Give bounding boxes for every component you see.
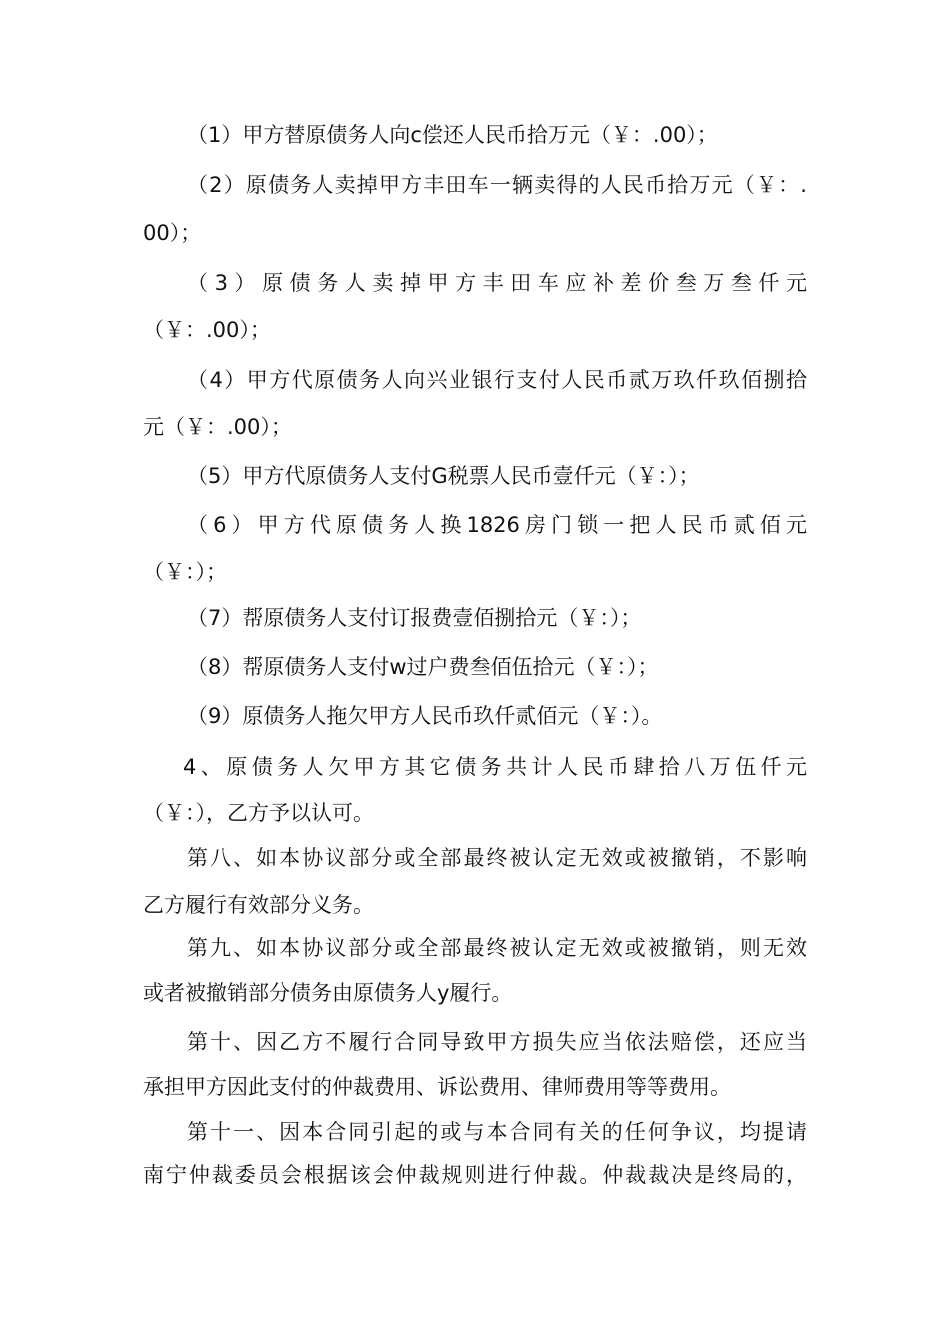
clause-4-line: 4、原债务人欠甲方其它债务共计人民币肆拾八万伍仟元 [183, 755, 807, 779]
item-6-line: （6）甲方代原债务人换1826房门锁一把人民币贰佰元 [187, 513, 807, 537]
item-6-cont: （￥：）； [143, 560, 227, 584]
article-8-line: 第八、如本协议部分或全部最终被认定无效或被撤销，不影响 [187, 846, 807, 870]
item-4-line: （4）甲方代原债务人向兴业银行支付人民币贰万玖仟玖佰捌拾 [187, 368, 807, 392]
article-10-line: 第十、因乙方不履行合同导致甲方损失应当依法赔偿，还应当 [187, 1030, 807, 1054]
article-8-cont: 乙方履行有效部分义务。 [143, 893, 374, 917]
article-9-line: 第九、如本协议部分或全部最终被认定无效或被撤销，则无效 [187, 936, 807, 960]
item-1-line: （1）甲方替原债务人向c偿还人民币拾万元（￥：.00）； [187, 123, 718, 147]
article-11-cont: 南宁仲裁委员会根据该会仲裁规则进行仲裁。仲裁裁决是终局的， [143, 1163, 807, 1187]
item-3-cont: （￥：.00）； [143, 318, 271, 342]
article-10-cont: 承担甲方因此支付的仲裁费用、诉讼费用、律师费用等等费用。 [143, 1075, 731, 1099]
item-4-cont: 元（￥：.00）； [143, 415, 292, 439]
item-8-line: （8）帮原债务人支付w过户费叁佰伍拾元（￥：）； [187, 655, 659, 679]
item-2-cont: 00）； [143, 221, 202, 245]
item-5-line: （5）甲方代原债务人支付G税票人民币壹仟元（￥：）； [187, 464, 700, 488]
item-2-line: （2）原债务人卖掉甲方丰田车一辆卖得的人民币拾万元（￥：. [187, 173, 807, 197]
clause-4-cont: （￥：），乙方予以认可。 [143, 801, 374, 825]
item-9-line: （9）原债务人拖欠甲方人民币玖仟贰佰元（￥：）。 [187, 704, 663, 728]
item-3-line: （3）原债务人卖掉甲方丰田车应补差价叁万叁仟元 [187, 271, 807, 295]
item-7-line: （7）帮原债务人支付订报费壹佰捌拾元（￥：）； [187, 606, 642, 630]
article-11-line: 第十一、因本合同引起的或与本合同有关的任何争议，均提请 [187, 1120, 807, 1144]
article-9-cont: 或者被撤销部分债务由原债务人y履行。 [143, 981, 513, 1005]
